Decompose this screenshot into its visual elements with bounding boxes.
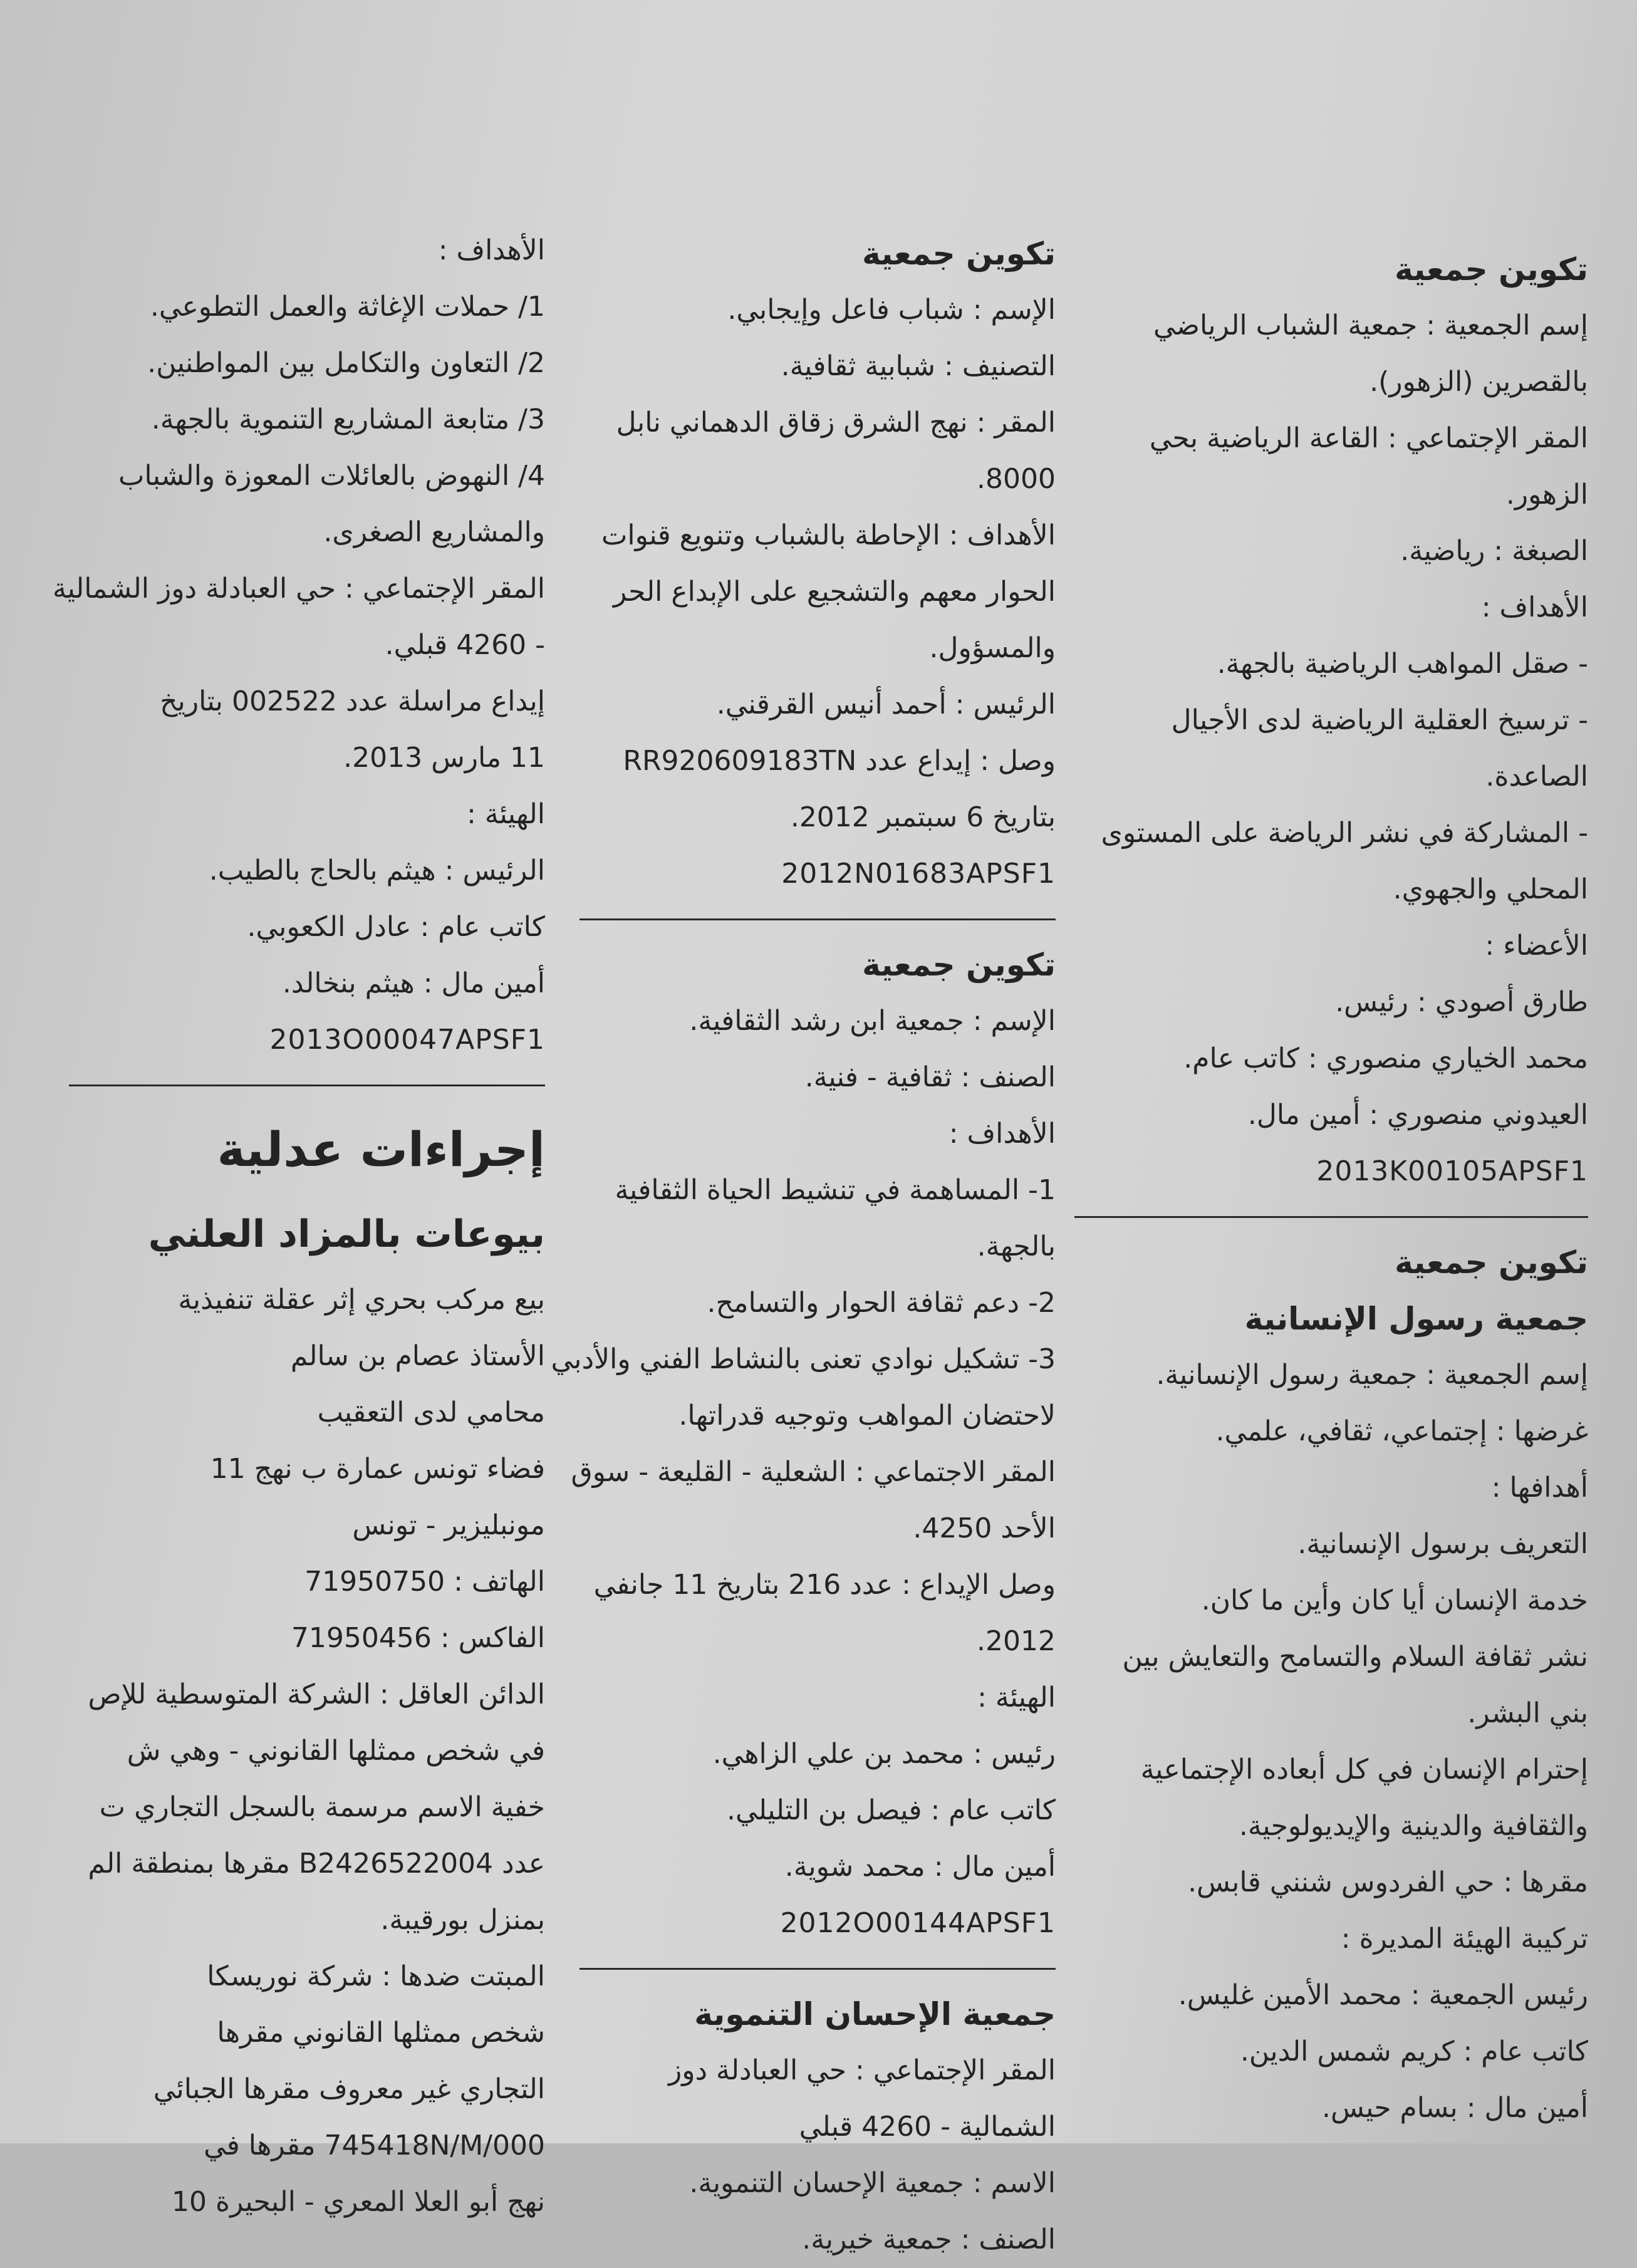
text-line: - صقل المواهب الرياضية بالجهة. (1217, 648, 1588, 680)
reference-code: 2013O00047APSF1 (269, 1024, 545, 1056)
text-line: عدد B2426522004 مقرها بمنطقة الم (88, 1848, 545, 1880)
text-line: مونبليزير - تونس (352, 1509, 545, 1541)
text-line: محمد الخياري منصوري : كاتب عام. (1183, 1043, 1588, 1074)
text-line: تركيبة الهيئة المديرة : (1341, 1923, 1588, 1955)
text-line: - 4260 قبلي. (385, 629, 545, 661)
text-line: 745418N/M/000 مقرها في (204, 2130, 545, 2161)
text-line: المقر الإجتماعي : القاعة الرياضية بحي (1149, 422, 1588, 454)
text-line: والمسؤول. (929, 632, 1056, 664)
notice-title: تكوين جمعية (1395, 251, 1588, 288)
text-line: الزهور. (1505, 479, 1588, 511)
text-line: 2- دعم ثقافة الحوار والتسامح. (707, 1287, 1056, 1319)
text-line: الاسم : جمعية الإحسان التنموية. (689, 2167, 1056, 2199)
text-line: العيدوني منصوري : أمين مال. (1247, 1099, 1588, 1131)
text-line: التعريف برسول الإنسانية. (1297, 1528, 1588, 1560)
text-line: نشر ثقافة السلام والتسامح والتعايش بين (1122, 1641, 1588, 1673)
text-line: شخص ممثلها القانوني مقرها (217, 2017, 545, 2049)
text-line: نهج أبو العلا المعري - البحيرة 10 (172, 2186, 545, 2218)
text-line: الصنف : جمعية خيرية. (802, 2224, 1056, 2255)
text-line: كاتب عام : عادل الكعوبي. (247, 911, 545, 943)
text-line: إيداع مراسلة عدد 002522 بتاريخ (160, 685, 545, 717)
association-notice-5 (579, 1986, 1056, 2268)
text-line: بتاريخ 6 سبتمبر 2012. (790, 801, 1056, 833)
association-notice-4 (551, 937, 1056, 1952)
association-notice-6 (52, 222, 545, 1068)
text-line: 2012. (977, 1625, 1056, 1657)
separator-line (69, 1085, 545, 1086)
text-line: في شخص ممثلها القانوني - وهي ش (127, 1735, 545, 1767)
text-line: أهدافها : (1491, 1472, 1588, 1504)
text-line: بيع مركب بحري إثر عقلة تنفيذية (178, 1284, 545, 1316)
text-line: الأعضاء : (1485, 930, 1588, 962)
association-notice-3 (579, 226, 1056, 902)
text-line: المحلي والجهوي. (1393, 873, 1588, 905)
text-line: 2/ التعاون والتكامل بين المواطنين. (147, 347, 545, 379)
text-line: 8000. (977, 463, 1056, 495)
text-line: بمنزل بورقيبة. (380, 1904, 545, 1936)
text-line: وصل الإيداع : عدد 216 بتاريخ 11 جانفي (593, 1569, 1056, 1601)
section-subheading: بيوعات بالمزاد العلني (148, 1212, 545, 1256)
text-line: رئيس الجمعية : محمد الأمين غليس. (1178, 1979, 1588, 2011)
text-line: الدائن العاقل : الشركة المتوسطية للإص (88, 1678, 545, 1710)
text-line: المقر الإجتماعي : حي العبادلة دوز الشمالية (52, 573, 545, 605)
text-line: 1/ حملات الإغاثة والعمل التطوعي. (150, 291, 545, 323)
text-line: بني البشر. (1467, 1697, 1588, 1729)
text-line: أمين مال : بسام حيس. (1322, 2092, 1588, 2124)
text-line: والمشاريع الصغرى. (323, 516, 545, 548)
text-line: - المشاركة في نشر الرياضة على المستوى (1101, 817, 1588, 849)
text-line: مقرها : حي الفردوس شنني قابس. (1188, 1866, 1588, 1898)
text-line: أمين مال : محمد شوية. (784, 1851, 1056, 1883)
text-line: الفاكس : 71950456 (291, 1622, 545, 1654)
text-line: 3/ متابعة المشاريع التنموية بالجهة. (151, 403, 545, 435)
text-line: محامي لدى التعقيب (317, 1397, 545, 1428)
text-line: التصنيف : شبابية ثقافية. (781, 350, 1056, 382)
text-line: بالجهة. (977, 1230, 1056, 1262)
separator-line (1074, 1216, 1588, 1218)
text-line: الأهداف : (948, 1118, 1056, 1150)
reference-code: 2013K00105APSF1 (1316, 1155, 1588, 1187)
text-line: 11 مارس 2013. (343, 742, 545, 774)
text-line: الرئيس : أحمد أنيس القرقني. (716, 689, 1056, 720)
text-line: الإسم : شباب فاعل وإيجابي. (727, 294, 1056, 326)
text-line: والثقافية والدينية والإيديولوجية. (1239, 1810, 1588, 1842)
text-line: خدمة الإنسان أيا كان وأين ما كان. (1201, 1584, 1588, 1616)
text-line: 4/ النهوض بالعائلات المعوزة والشباب (118, 460, 545, 492)
notice-title: تكوين جمعية (862, 947, 1056, 983)
text-line: فضاء تونس عمارة ب نهج 11 (210, 1453, 545, 1485)
text-line: المقر الاجتماعي : الشعلية - القليعة - سوق (571, 1456, 1056, 1488)
text-line: الصبغة : رياضية. (1400, 535, 1588, 567)
text-line: كاتب عام : فيصل بن التليلي. (727, 1794, 1056, 1826)
text-line: لاحتضان المواهب وتوجيه قدراتها. (678, 1400, 1056, 1432)
text-line: الهاتف : 71950750 (304, 1566, 545, 1598)
middle-column (551, 226, 1056, 2268)
text-line: الرئيس : هيثم بالحاج بالطيب. (209, 855, 545, 887)
text-line: الحوار معهم والتشجيع على الإبداع الحر (613, 576, 1056, 608)
text-line: أمين مال : هيثم بنخالد. (282, 967, 545, 999)
text-line: إحترام الإنسان في كل أبعاده الإجتماعية (1140, 1754, 1588, 1786)
notice-title: تكوين جمعية (1395, 1244, 1588, 1281)
text-line: كاتب عام : كريم شمس الدين. (1240, 2036, 1588, 2068)
text-line: الأهداف : (1481, 591, 1588, 623)
text-line: غرضها : إجتماعي، ثقافي، علمي. (1215, 1415, 1588, 1447)
right-column (1074, 241, 1588, 2136)
text-line: - ترسيخ العقلية الرياضية لدى الأجيال (1171, 704, 1588, 736)
text-line: رئيس : محمد بن علي الزاهي. (712, 1738, 1056, 1770)
association-notice-1 (1074, 241, 1588, 1200)
text-line: 3- تشكيل نوادي تعنى بالنشاط الفني والأدبي (551, 1343, 1056, 1375)
text-line: الأحد 4250. (913, 1512, 1056, 1544)
text-line: الإسم : جمعية ابن رشد الثقافية. (689, 1005, 1056, 1037)
section-heading: إجراءات عدلية (217, 1121, 545, 1177)
text-line: التجاري غير معروف مقرها الجبائي (153, 2073, 545, 2105)
text-line: الأهداف : الإحاطة بالشباب وتنويع قنوات (601, 519, 1056, 551)
text-line: المقر الإجتماعي : حي العبادلة دوز (668, 2054, 1056, 2086)
separator-line (579, 918, 1056, 920)
text-line: خفية الاسم مرسمة بالسجل التجاري ت (99, 1791, 545, 1823)
text-line: 1- المساهمة في تنشيط الحياة الثقافية (615, 1174, 1056, 1206)
left-column (52, 222, 545, 2230)
text-line: إسم الجمعية : جمعية رسول الإنسانية. (1156, 1359, 1588, 1391)
text-line: طارق أصودي : رئيس. (1335, 986, 1588, 1018)
text-line: الهيئة : (977, 1682, 1056, 1714)
text-line: الهيئة : (467, 798, 545, 830)
text-line: الصاعدة. (1485, 761, 1588, 793)
text-line: المبتت ضدها : شركة نوريسكا (207, 1960, 545, 1992)
separator-line (579, 1968, 1056, 1970)
association-name: جمعية رسول الإنسانية (1244, 1301, 1588, 1337)
text-line: الأستاذ عصام بن سالم (290, 1340, 545, 1372)
text-line: المقر : نهج الشرق زقاق الدهماني نابل (616, 407, 1056, 439)
reference-code: 2012N01683APSF1 (781, 858, 1056, 890)
auction-notice (69, 1272, 545, 2230)
notice-title: تكوين جمعية (862, 236, 1056, 272)
text-line: وصل : إيداع عدد RR920609183TN (623, 745, 1056, 777)
text-line: إسم الجمعية : جمعية الشباب الرياضي (1153, 310, 1588, 341)
association-notice-2 (1074, 1234, 1588, 2136)
notice-title: جمعية الإحسان التنموية (694, 1996, 1056, 2032)
text-line: الصنف : ثقافية - فنية. (804, 1061, 1056, 1093)
text-line: الأهداف : (438, 234, 545, 266)
reference-code: 2012O00144APSF1 (780, 1907, 1056, 1939)
text-line: الشمالية - 4260 قبلي (799, 2111, 1056, 2143)
text-line: بالقصرين (الزهور). (1369, 366, 1588, 398)
